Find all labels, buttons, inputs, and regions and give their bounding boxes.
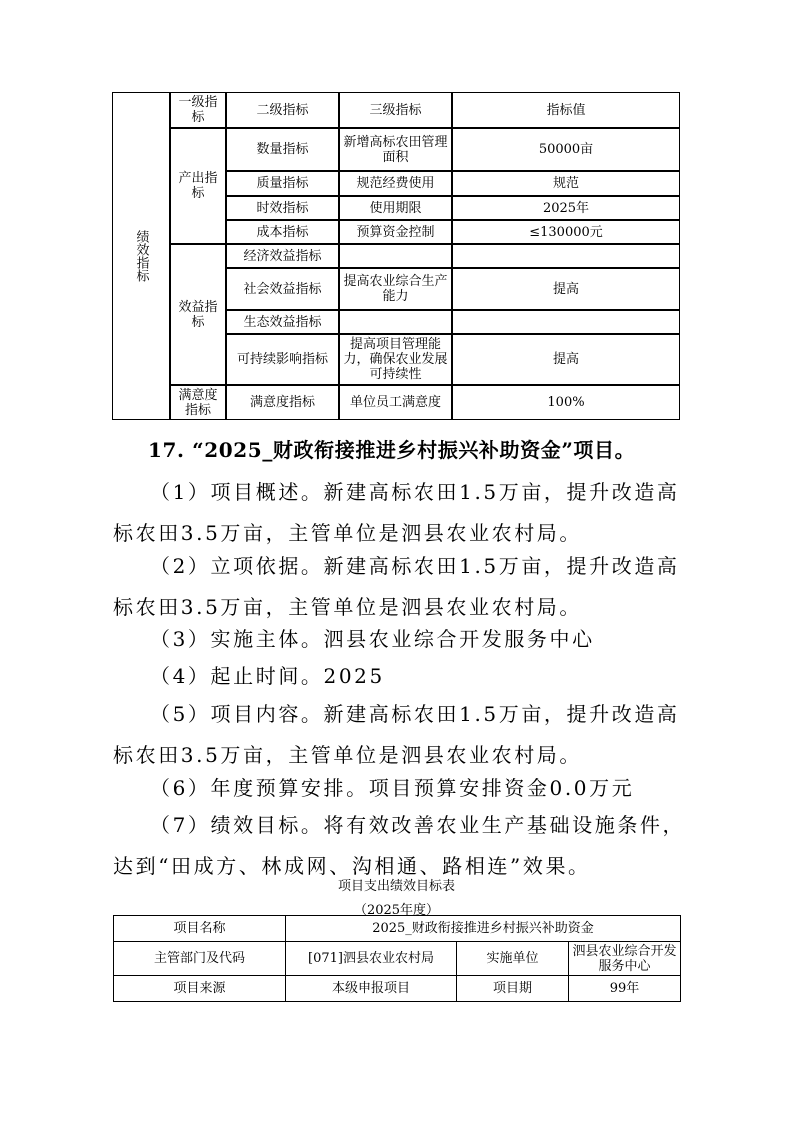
table-row-l3 [339,220,452,244]
l3-text: 新增高标农田管理面积 [343,134,448,165]
table-row-value [452,196,680,220]
table-row-l2 [226,220,339,244]
l2-text: 满意度指标 [249,395,315,410]
table-row-l2 [226,334,339,385]
dept-label: 主管部门及代码 [114,942,286,976]
category-cell [112,92,170,420]
l2-text: 质量指标 [256,176,309,191]
group-benefit [170,244,226,385]
value-text: 提高 [552,281,579,297]
table-row-value [452,128,680,171]
table-row-value [452,268,680,310]
source-value: 本级申报项目 [286,976,457,1002]
table-row-l3 [339,385,452,420]
paragraph-basis: （2）立项依据。新建高标农田1.5万亩，提升改造高标农田3.5万亩，主管单位是泗县农业农村局。 [113,554,680,619]
table-row-l3 [339,171,452,196]
period-value: 99年 [569,976,681,1002]
table-row-value [452,220,680,244]
table-row [114,976,681,1002]
l3-text: 提高项目管理能力，确保农业发展可持续性 [343,337,448,382]
table-row-l2 [226,244,339,268]
table-row-l2 [226,385,339,420]
l3-text: 规范经费使用 [356,176,435,191]
header-value [452,92,680,128]
table-row-l2 [226,196,339,220]
paragraph-period: （4）起止时间。2025 [150,664,385,688]
group-benefit-text: 效益指标 [178,299,218,330]
table-row-l3 [339,334,452,385]
paragraph-implementer: （3）实施主体。泗县农业综合开发服务中心 [150,627,595,651]
l2-text: 成本指标 [256,224,309,240]
table-row-l3 [339,244,452,268]
l2-text: 经济效益指标 [243,248,322,264]
value-text: 规范 [552,176,579,191]
table-row [114,942,681,976]
l3-text: 预算资金控制 [356,224,435,240]
l2-text: 数量指标 [256,142,309,157]
l3-text: 使用期限 [369,200,422,216]
table-row-l3 [339,310,452,334]
group-output-text: 产出指标 [178,171,218,201]
table-row-value [452,244,680,268]
group-satisfaction [170,385,226,420]
budget-target-table [113,915,680,1002]
project-name-value: 2025_财政衔接推进乡村振兴补助资金 [286,916,681,942]
section-heading: 17. “2025_财政衔接推进乡村振兴补助资金”项目。 [148,438,636,462]
l2-text: 生态效益指标 [243,314,322,330]
header-level1-text: 一级指标 [178,95,218,125]
table-caption: 项目支出绩效目标表 [337,879,455,894]
table-row [114,916,681,942]
header-level3-text: 三级指标 [369,102,422,118]
paragraph-content: （5）项目内容。新建高标农田1.5万亩，提升改造高标农田3.5万亩，主管单位是泗县农业农村局。 [113,702,680,767]
header-level2-text: 二级指标 [256,102,309,118]
project-name-label: 项目名称 [114,916,286,942]
table-row-l3 [339,196,452,220]
source-label: 项目来源 [114,976,286,1002]
value-text: 100% [547,395,585,410]
header-level2 [226,92,339,128]
value-text: 50000亩 [538,142,594,157]
category-label: 绩效指标 [133,230,149,282]
table-row-value [452,310,680,334]
table-subcaption: （2025年度） [353,903,440,918]
paragraph-budget: （6）年度预算安排。项目预算安排资金0.0万元 [150,776,635,800]
table-row-l2 [226,268,339,310]
table-row-value [452,385,680,420]
l2-text: 社会效益指标 [243,281,322,297]
paragraph-overview: （1）项目概述。新建高标农田1.5万亩，提升改造高标农田3.5万亩，主管单位是泗县农业农村局。 [113,480,680,545]
table-row-l3 [339,128,452,171]
table-row-l2 [226,310,339,334]
impl-label: 实施单位 [457,942,569,976]
l2-text: 时效指标 [256,200,309,216]
l3-text: 单位员工满意度 [349,395,441,410]
table-row-l2 [226,171,339,196]
value-text: 提高 [552,352,579,367]
group-output [170,128,226,244]
table-row-l2 [226,128,339,171]
table-row-l3 [339,268,452,310]
group-satisfaction-text: 满意度指标 [178,387,218,418]
period-label: 项目期 [457,976,569,1002]
value-text: 2025年 [542,200,590,216]
performance-indicator-table [113,93,680,420]
header-value-text: 指标值 [546,102,586,118]
dept-value: [071]泗县农业农村局 [286,942,457,976]
value-text: ≤130000元 [529,224,603,240]
impl-value: 泗县农业综合开发服务中心 [569,942,681,976]
table-row-value [452,334,680,385]
paragraph-goal: （7）绩效目标。将有效改善农业生产基础设施条件，达到“田成方、林成网、沟相通、路相连”效果。 [113,813,686,878]
header-level1 [170,92,226,128]
l2-text: 可持续影响指标 [236,352,328,367]
header-level3 [339,92,452,128]
table-row-value [452,171,680,196]
l3-text: 提高农业综合生产能力 [343,274,448,304]
